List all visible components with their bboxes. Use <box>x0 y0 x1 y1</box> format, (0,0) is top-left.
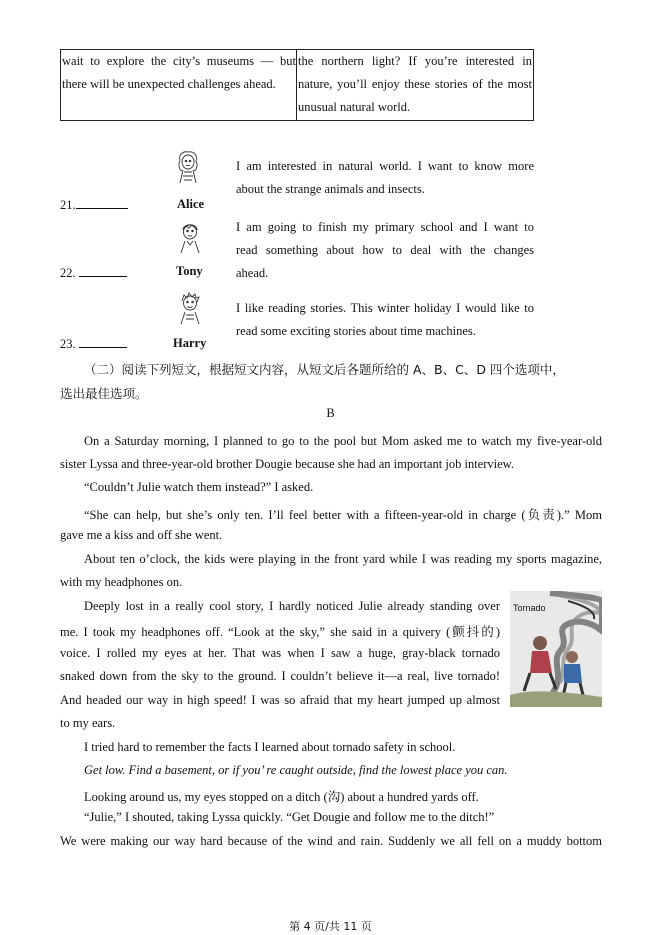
person-statement: I like reading stories. This winter holiday I would like to <box>236 301 534 315</box>
person-statement: read some exciting stories about time machines. <box>236 324 476 338</box>
section-instructions: 选出最佳选项。 <box>60 386 148 401</box>
person-statement: read something about how to deal with the changes <box>236 243 534 257</box>
passage-line: me. I took my headphones off. “Look at the sky,” she said in a quivery (颤抖的) <box>60 625 500 639</box>
answer-blank-21[interactable]: 21. <box>60 198 128 213</box>
table-cell-left <box>61 50 297 120</box>
boy-avatar-icon <box>176 220 204 254</box>
passage-line: We were making our way hard because of the wind and rain. Suddenly we all fell on a muddy bottom <box>60 834 602 848</box>
stories-table <box>60 49 534 121</box>
passage-title: B <box>326 406 335 420</box>
passage-line: “Julie,” I shouted, taking Lyssa quickly. “Get Dougie and follow me to the ditch!” <box>84 810 495 824</box>
person-statement: ahead. <box>236 266 269 280</box>
passage-line: “She can help, but she’s only ten. I’ll feel better with a fifteen-year-old in charge (负责).” Mom <box>84 508 602 522</box>
person-name-tony: Tony <box>176 264 203 278</box>
table-line: nature, you’ll enjoy these stories of the most <box>298 77 532 91</box>
page-footer: 第 4 页/共 11 页 <box>289 920 372 933</box>
passage-line: to my ears. <box>60 716 116 730</box>
passage-line: gave me a kiss and off she went. <box>60 528 223 542</box>
table-line: there will be unexpected challenges ahead. <box>62 77 276 91</box>
passage-line: snaked down from the sky to the ground. I couldn’t believe it—a real, live tornado! <box>60 669 500 683</box>
table-line: wait to explore the city’s museums — but <box>62 54 296 68</box>
passage-line: with my headphones on. <box>60 575 183 589</box>
passage-line: Looking around us, my eyes stopped on a ditch (沟) about a hundred yards off. <box>84 790 479 804</box>
passage-line: Deeply lost in a really cool story, I hardly noticed Julie already standing over <box>84 599 500 613</box>
passage-line: “Couldn’t Julie watch them instead?” I asked. <box>84 480 314 494</box>
table-line: the northern light? If you’re interested in <box>298 54 532 68</box>
table-line: unusual natural world. <box>298 100 411 114</box>
tornado-label: Tornado <box>513 603 546 613</box>
answer-blank-22[interactable]: 22. <box>60 266 127 281</box>
passage-line: About ten o’clock, the kids were playing in the front yard while I was reading my sports magazine, <box>84 552 602 566</box>
boy-avatar-icon <box>176 291 204 325</box>
person-statement: about the strange animals and insects. <box>236 182 425 196</box>
girl-avatar-icon <box>174 150 202 184</box>
passage-line: sister Lyssa and three-year-old brother Dougie because she had an important job interview. <box>60 457 514 471</box>
person-statement: I am going to finish my primary school and I want to <box>236 220 534 234</box>
passage-line: voice. I rolled my eyes at her. That was when I saw a huge, gray-black tornado <box>60 646 500 660</box>
passage-line: Get low. Find a basement, or if you’ re caught outside, find the lowest place you can. <box>84 763 508 777</box>
passage-line: On a Saturday morning, I planned to go to the pool but Mom asked me to watch my five-year-old <box>84 434 602 448</box>
person-statement: I am interested in natural world. I want to know more <box>236 159 534 173</box>
section-instructions: （二）阅读下列短文，根据短文内容，从短文后各题所给的 A、B、C、D 四个选项中， <box>84 362 565 377</box>
person-name-alice: Alice <box>177 197 205 211</box>
tornado-illustration <box>510 591 602 707</box>
answer-blank-23[interactable]: 23. <box>60 337 127 352</box>
person-name-harry: Harry <box>173 336 207 350</box>
passage-line: I tried hard to remember the facts I learned about tornado safety in school. <box>84 740 456 754</box>
table-cell-right <box>297 50 533 120</box>
passage-line: And headed our way in high speed! I was so afraid that my heart jumped up almost <box>60 693 500 707</box>
